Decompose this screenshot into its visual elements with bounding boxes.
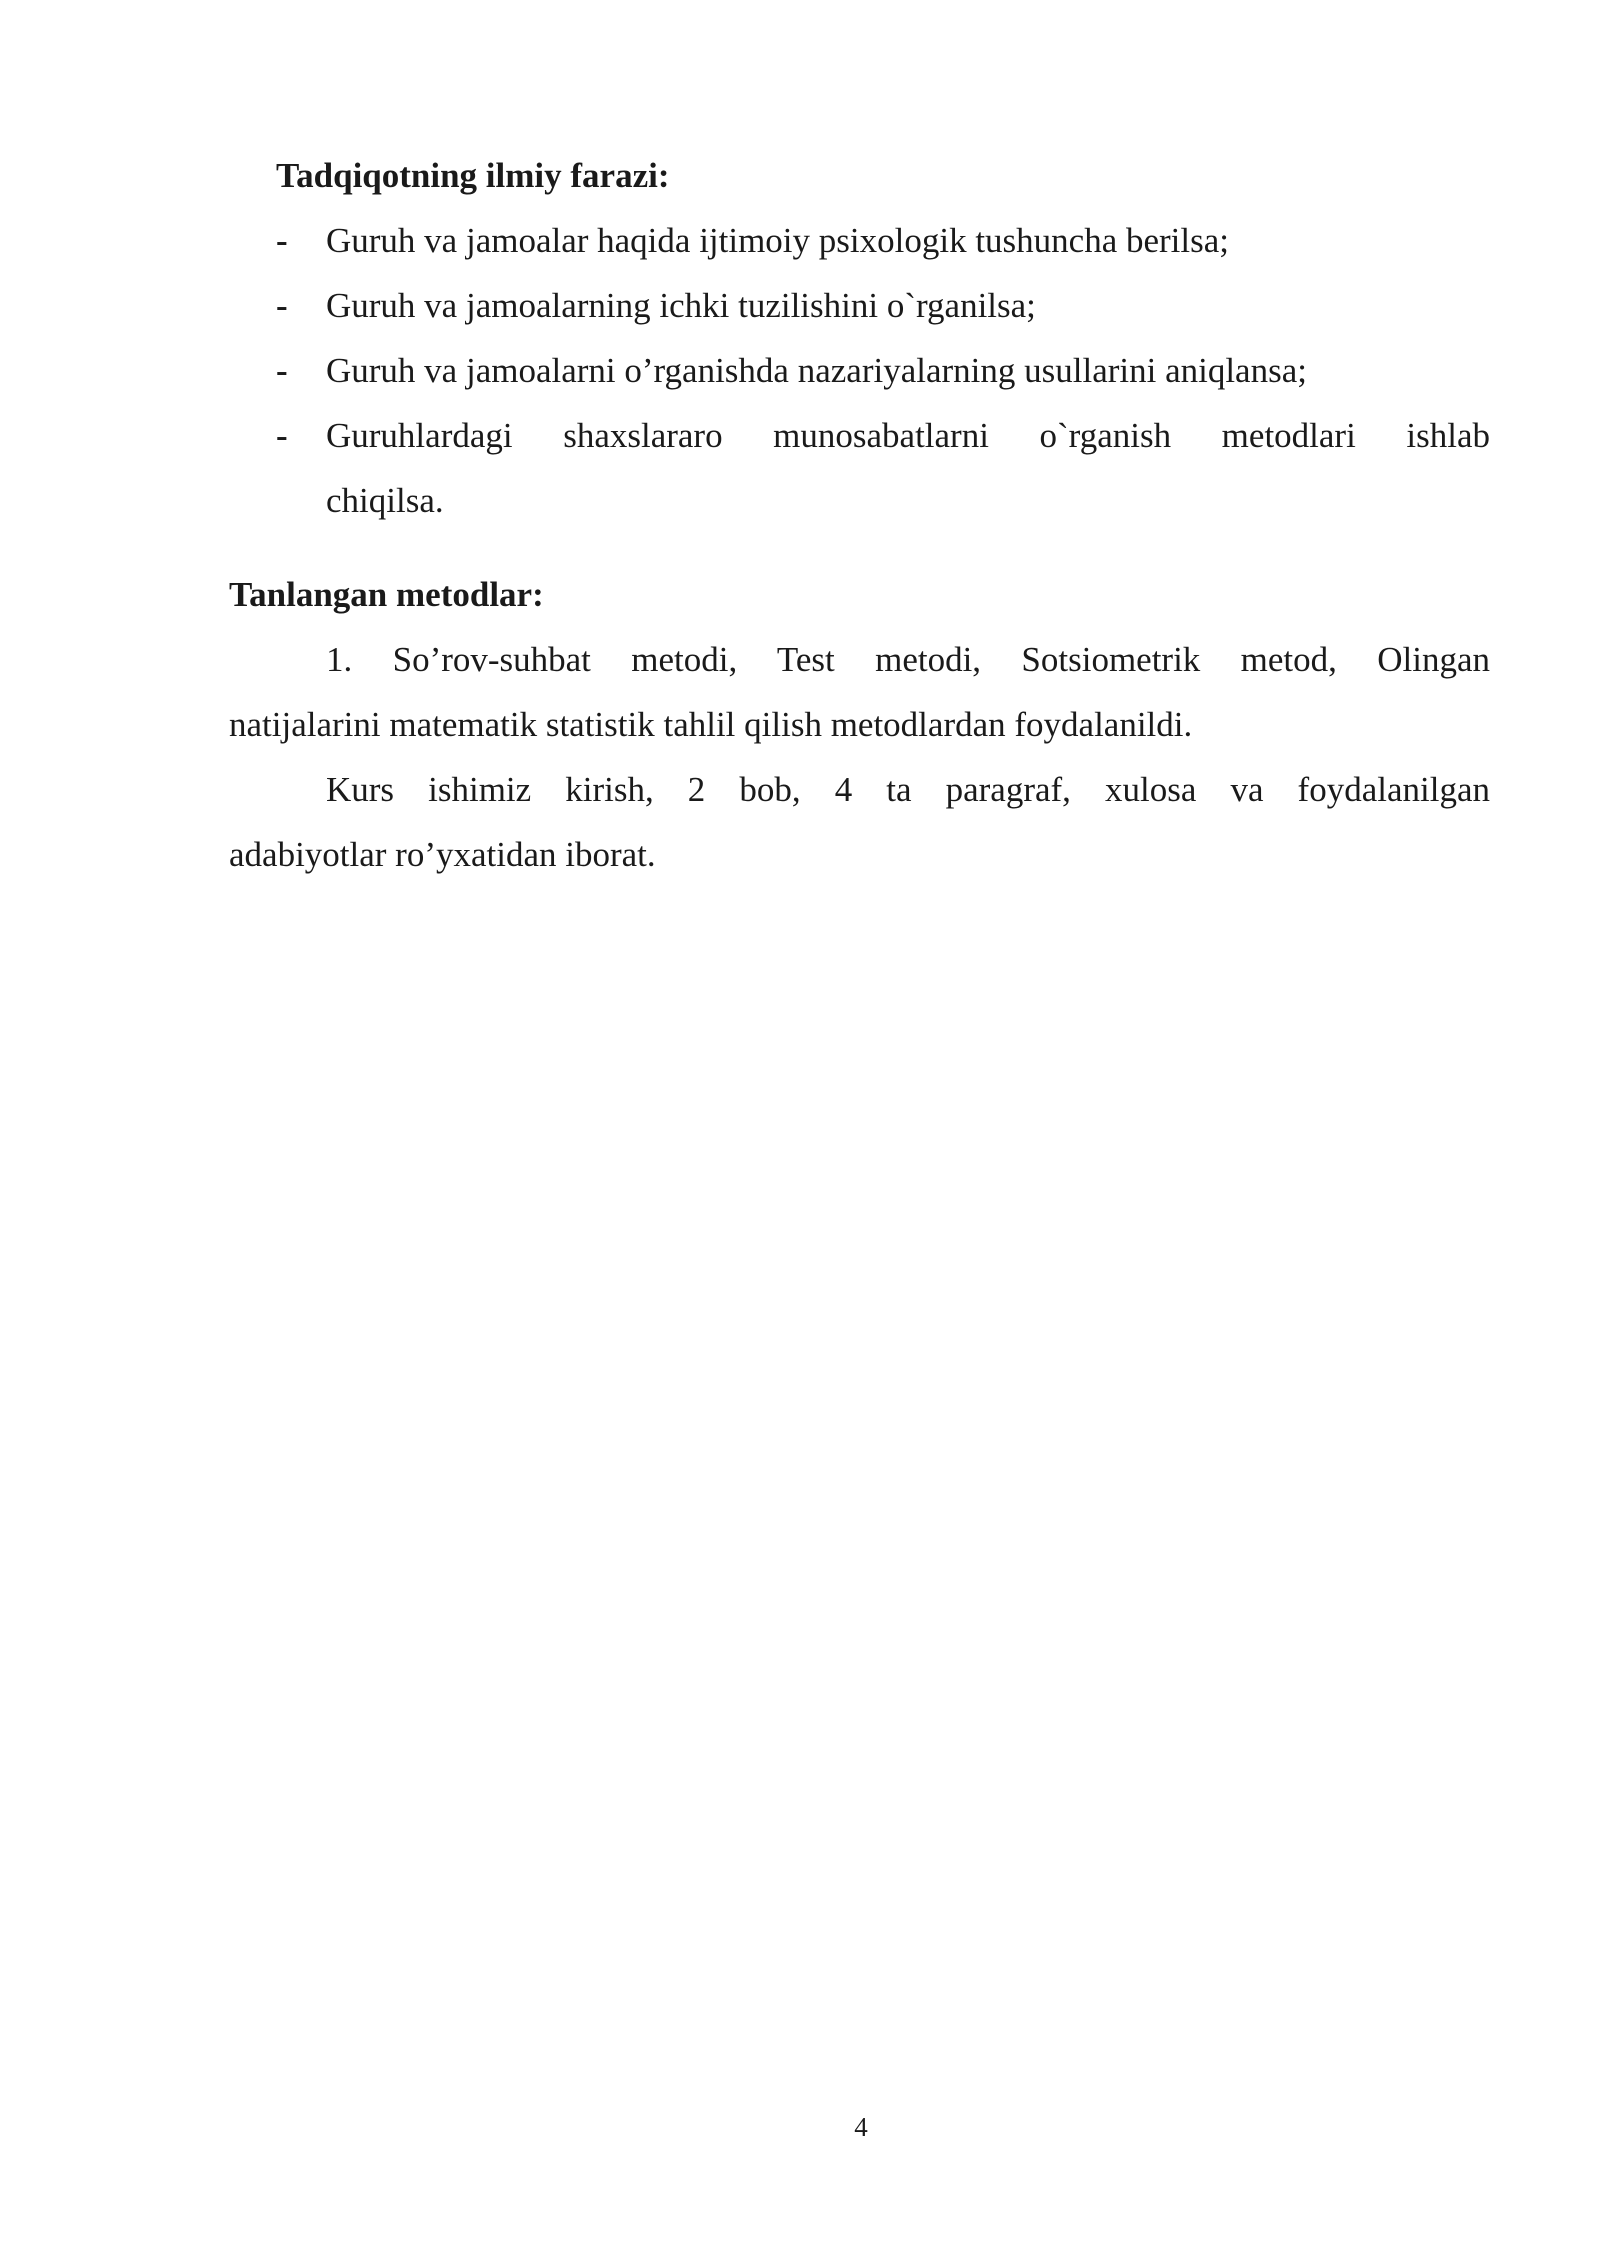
structure-paragraph-line: Kurs ishimiz kirish, 2 bob, 4 ta paragraf, xulosa va foydalanilgan [326,770,1490,809]
hypothesis-heading: Tadqiqotning ilmiy farazi: [276,156,670,195]
page-number: 4 [854,2112,868,2142]
bullet-dash: - [276,351,288,390]
methods-paragraph-line: natijalarini matematik statistik tahlil qilish metodlardan foydalanildi. [229,705,1193,744]
hypothesis-item-text: Guruhlardagi shaxslararo munosabatlarni o`rganish metodlari ishlab [326,416,1490,455]
bullet-dash: - [276,286,288,325]
structure-paragraph-line: adabiyotlar ro’yxatidan iborat. [229,835,656,874]
methods-paragraph-line: 1. So’rov-suhbat metodi, Test metodi, Sotsiometrik metod, Olingan [326,640,1490,679]
hypothesis-item-text: Guruh va jamoalar haqida ijtimoiy psixologik tushuncha berilsa; [326,221,1230,260]
hypothesis-item-continuation: chiqilsa. [326,481,444,520]
hypothesis-item-text: Guruh va jamoalarni o’rganishda nazariyalarning usullarini aniqlansa; [326,351,1307,390]
hypothesis-item-text: Guruh va jamoalarning ichki tuzilishini o`rganilsa; [326,286,1036,325]
bullet-dash: - [276,221,288,260]
methods-heading: Tanlangan metodlar: [229,575,544,614]
bullet-dash: - [276,416,288,455]
